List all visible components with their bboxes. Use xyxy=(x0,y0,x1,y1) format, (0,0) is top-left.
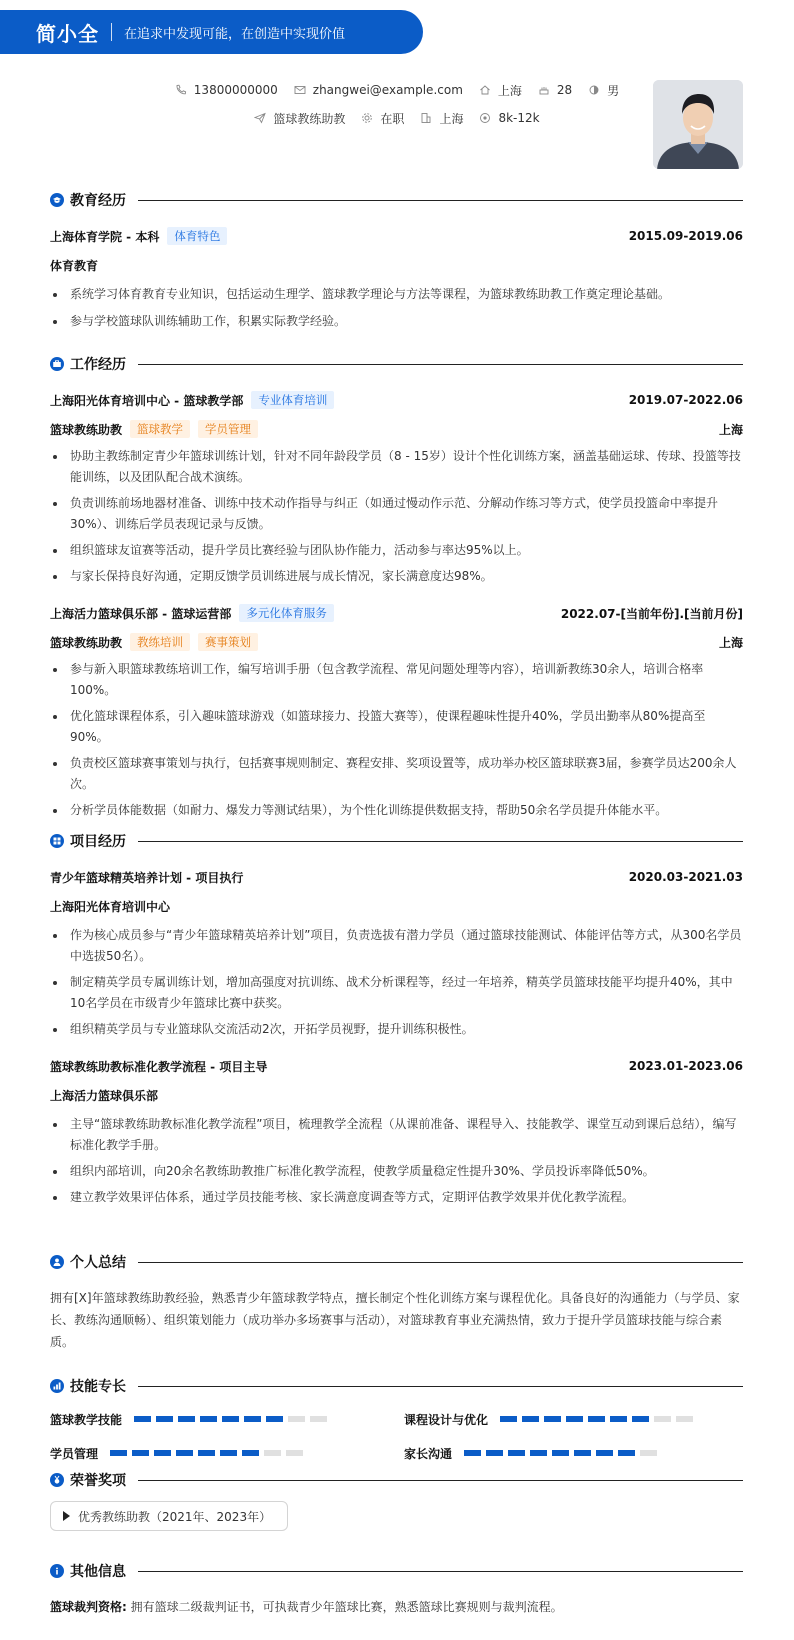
skill-level-filled xyxy=(464,1450,481,1456)
summary-title: 个人总结 xyxy=(70,1255,126,1271)
education-bullets xyxy=(50,284,743,332)
awards-section xyxy=(50,1469,743,1531)
coin-icon xyxy=(479,112,491,124)
work-entry-1 xyxy=(50,389,743,587)
project-entry-head xyxy=(50,866,743,888)
target-city-text: 上海 xyxy=(439,111,464,126)
work-role-left xyxy=(50,633,258,651)
age-text: 28 xyxy=(556,83,573,97)
work-role: 篮球教练助教 xyxy=(50,422,123,437)
salary-text: 8k-12k xyxy=(498,111,540,125)
skill-level-bar xyxy=(110,1450,308,1456)
work-date: 2019.07-2022.06 xyxy=(628,393,743,407)
skill-name: 学员管理 xyxy=(50,1446,99,1461)
section-divider xyxy=(138,1262,743,1263)
work-entry-left xyxy=(50,604,334,622)
project-entry-1 xyxy=(50,866,743,1040)
skill-item xyxy=(404,1408,743,1430)
work-role-tag: 学员管理 xyxy=(198,420,258,438)
info-icon xyxy=(50,1564,64,1578)
skills-grid xyxy=(50,1408,743,1464)
section-divider xyxy=(138,1480,743,1481)
name-banner xyxy=(0,10,423,54)
list-item: 组织篮球友谊赛等活动，提升学员比赛经验与团队协作能力，活动参与率达95%以上。 xyxy=(50,540,743,561)
skill-name: 家长沟通 xyxy=(404,1446,453,1461)
phone-icon xyxy=(175,84,187,96)
projects-section xyxy=(50,830,743,1208)
award-text: 优秀教练助教（2021年、2023年） xyxy=(78,1509,272,1524)
list-item: 负责训练前场地器材准备、训练中技术动作指导与纠正（如通过慢动作示范、分解动作练习等方式，使学员投篮命中率提升30%）、训练后学员表现记录与反馈。 xyxy=(50,493,743,535)
skill-level-filled xyxy=(244,1416,261,1422)
summary-header xyxy=(50,1251,743,1273)
education-school: 上海体育学院 - 本科 xyxy=(50,229,160,244)
work-entry-left xyxy=(50,391,334,409)
education-major-row xyxy=(50,254,743,276)
contact-job-target xyxy=(254,110,345,127)
skill-item xyxy=(50,1408,389,1430)
skill-level-filled xyxy=(176,1450,193,1456)
skill-item xyxy=(404,1442,743,1464)
skill-level-bar xyxy=(134,1416,332,1422)
other-section xyxy=(50,1560,743,1618)
work-role-row xyxy=(50,631,743,653)
work-section xyxy=(50,353,743,821)
work-role: 篮球教练助教 xyxy=(50,635,123,650)
awards-header xyxy=(50,1469,743,1491)
work-entry-head xyxy=(50,602,743,624)
skill-level-filled xyxy=(552,1450,569,1456)
mail-icon xyxy=(294,84,306,96)
skill-level-filled xyxy=(178,1416,195,1422)
triangle-right-icon xyxy=(63,1511,70,1521)
contact-target-city xyxy=(420,110,463,127)
phone-text: 13800000000 xyxy=(193,83,278,97)
skill-level-filled xyxy=(588,1416,605,1422)
send-icon xyxy=(254,112,266,124)
work-city: 上海 xyxy=(718,635,743,650)
user-icon xyxy=(50,1255,64,1269)
job-target-text: 篮球教练助教 xyxy=(273,111,346,126)
skill-level-filled xyxy=(618,1450,635,1456)
skill-level-empty xyxy=(676,1416,693,1422)
list-item: 制定精英学员专属训练计划，增加高强度对抗训练、战术分析课程等，经过一年培养，精英学员篮球技能平均提升40%，其中10名学员在市级青少年篮球比赛中获奖。 xyxy=(50,972,743,1014)
list-item: 作为核心成员参与“青少年篮球精英培养计划”项目，负责选拔有潜力学员（通过篮球技能测试、体能评估等方式，从300名学员中选拔50名）。 xyxy=(50,925,743,967)
skill-level-filled xyxy=(632,1416,649,1422)
list-item: 与家长保持良好沟通，定期反馈学员训练进展与成长情况，家长满意度达98%。 xyxy=(50,566,743,587)
skill-level-empty xyxy=(310,1416,327,1422)
project-entry-head xyxy=(50,1055,743,1077)
projects-title: 项目经历 xyxy=(70,834,126,850)
contact-gender xyxy=(588,82,619,99)
project-name: 青少年篮球精英培养计划 - 项目执行 xyxy=(50,870,244,885)
awards-title: 荣誉奖项 xyxy=(70,1473,126,1489)
profile-photo xyxy=(653,80,743,169)
grid-icon xyxy=(50,834,64,848)
education-entry-head xyxy=(50,225,743,247)
cake-icon xyxy=(538,84,550,96)
contact-salary xyxy=(479,111,539,125)
contact-phone xyxy=(175,83,278,97)
award-item xyxy=(50,1501,288,1531)
skill-level-empty xyxy=(288,1416,305,1422)
work-city: 上海 xyxy=(718,422,743,437)
skills-section xyxy=(50,1375,743,1464)
work-header xyxy=(50,353,743,375)
contact-age xyxy=(538,83,572,97)
skills-title: 技能专长 xyxy=(70,1379,126,1395)
contact-email xyxy=(294,83,463,97)
skill-name: 课程设计与优化 xyxy=(404,1412,489,1427)
skill-name: 篮球教学技能 xyxy=(50,1412,123,1427)
work-role-tag: 赛事策划 xyxy=(198,633,258,651)
work-company-tag: 多元化体育服务 xyxy=(239,604,334,622)
skill-level-filled xyxy=(220,1450,237,1456)
skill-level-filled xyxy=(242,1450,259,1456)
education-major: 体育教育 xyxy=(50,258,99,273)
education-entry-left xyxy=(50,227,227,245)
graduation-cap-icon xyxy=(50,193,64,207)
medal-icon xyxy=(50,1473,64,1487)
other-info-text: 拥有篮球二级裁判证书，可执裁青少年篮球比赛，熟悉篮球比赛规则与裁判流程。 xyxy=(130,1600,563,1614)
list-item: 负责校区篮球赛事策划与执行，包括赛事规则制定、赛程安排、奖项设置等，成功举办校区篮球联赛3届，参赛学员达200余人次。 xyxy=(50,753,743,795)
list-item: 协助主教练制定青少年篮球训练计划，针对不同年龄段学员（8 - 15岁）设计个性化训练方案，涵盖基础运球、传球、投篮等技能训练，以及团队配合战术演练。 xyxy=(50,446,743,488)
candidate-name: 简小全 xyxy=(36,21,99,46)
skill-level-filled xyxy=(544,1416,561,1422)
avatar-image xyxy=(653,80,743,169)
list-item: 参与新入职篮球教练培训工作，编写培训手册（包含教学流程、常见问题处理等内容），培训新教练30余人，培训合格率100%。 xyxy=(50,659,743,701)
work-role-tag: 篮球教学 xyxy=(130,420,190,438)
home-icon xyxy=(479,84,491,96)
skill-level-filled xyxy=(156,1416,173,1422)
skill-level-filled xyxy=(200,1416,217,1422)
contact-status xyxy=(361,110,404,127)
candidate-slogan: 在追求中发现可能，在创造中实现价值 xyxy=(124,26,346,42)
skill-level-filled xyxy=(486,1450,503,1456)
skill-level-filled xyxy=(132,1450,149,1456)
skill-level-filled xyxy=(566,1416,583,1422)
project-bullets xyxy=(50,925,743,1040)
skill-level-bar xyxy=(464,1450,662,1456)
city-text: 上海 xyxy=(497,83,522,98)
other-header xyxy=(50,1560,743,1582)
project-org: 上海活力篮球俱乐部 xyxy=(50,1088,159,1103)
status-text: 在职 xyxy=(380,111,405,126)
project-org-row xyxy=(50,895,743,917)
summary-text: 拥有[X]年篮球教练助教经验，熟悉青少年篮球教学特点，擅长制定个性化训练方案与课程优化。具备良好的沟通能力（与学员、家长、教练沟通顺畅）、组织策划能力（成功举办多场赛事与活动），对篮球教育事业充满热情，致力于提升学员篮球技能与综合素质。 xyxy=(50,1291,740,1349)
banner-divider xyxy=(111,23,112,41)
education-header xyxy=(50,189,743,211)
skills-header xyxy=(50,1375,743,1397)
work-title: 工作经历 xyxy=(70,357,126,373)
section-divider xyxy=(138,1571,743,1572)
projects-header xyxy=(50,830,743,852)
skill-level-filled xyxy=(596,1450,613,1456)
work-company-tag: 专业体育培训 xyxy=(251,391,334,409)
section-divider xyxy=(138,841,743,842)
skill-level-filled xyxy=(574,1450,591,1456)
project-name: 篮球教练助教标准化教学流程 - 项目主导 xyxy=(50,1059,268,1074)
list-item: 系统学习体育教育专业知识，包括运动生理学、篮球教学理论与方法等课程，为篮球教练助教工作奠定理论基础。 xyxy=(50,284,743,305)
work-entry-head xyxy=(50,389,743,411)
project-entry-2 xyxy=(50,1055,743,1208)
list-item: 优化篮球课程体系，引入趣味篮球游戏（如篮球接力、投篮大赛等），使课程趣味性提升40%，学员出勤率从80%提高至90%。 xyxy=(50,706,743,748)
education-date: 2015.09-2019.06 xyxy=(628,229,743,243)
education-tag: 体育特色 xyxy=(167,227,227,245)
education-entry xyxy=(50,225,743,332)
education-title: 教育经历 xyxy=(70,193,126,209)
section-divider xyxy=(138,200,743,201)
list-item: 建立教学效果评估体系，通过学员技能考核、家长满意度调查等方式，定期评估教学效果并优化教学流程。 xyxy=(50,1187,743,1208)
education-section xyxy=(50,189,743,332)
skill-level-filled xyxy=(530,1450,547,1456)
project-date: 2020.03-2021.03 xyxy=(628,870,743,884)
list-item: 组织内部培训，向20余名教练助教推广标准化教学流程，使教学质量稳定性提升30%、学员投诉率降低50%。 xyxy=(50,1161,743,1182)
summary-section xyxy=(50,1251,743,1353)
work-role-left xyxy=(50,420,258,438)
skill-level-filled xyxy=(610,1416,627,1422)
other-info-label: 篮球裁判资格: xyxy=(50,1600,127,1614)
list-item: 主导“篮球教练助教标准化教学流程”项目，梳理教学全流程（从课前准备、课程导入、技能教学、课堂互动到课后总结），编写标准化教学手册。 xyxy=(50,1114,743,1156)
skill-level-filled xyxy=(500,1416,517,1422)
skill-level-filled xyxy=(134,1416,151,1422)
work-date: 2022.07-[当前年份].[当前月份] xyxy=(560,606,743,621)
work-company: 上海阳光体育培训中心 - 篮球教学部 xyxy=(50,393,244,408)
skill-level-filled xyxy=(266,1416,283,1422)
skill-level-filled xyxy=(522,1416,539,1422)
list-item: 分析学员体能数据（如耐力、爆发力等测试结果），为个性化训练提供数据支持，帮助50余名学员提升体能水平。 xyxy=(50,800,743,821)
project-org: 上海阳光体育培训中心 xyxy=(50,899,171,914)
work-bullets xyxy=(50,446,743,587)
gender-icon xyxy=(588,84,600,96)
briefcase-icon xyxy=(50,357,64,371)
skill-level-empty xyxy=(640,1450,657,1456)
skill-level-filled xyxy=(110,1450,127,1456)
project-date: 2023.01-2023.06 xyxy=(628,1059,743,1073)
gender-text: 男 xyxy=(607,83,620,98)
list-item: 参与学校篮球队训练辅助工作，积累实际教学经验。 xyxy=(50,311,743,332)
skill-item xyxy=(50,1442,389,1464)
project-org-row xyxy=(50,1084,743,1106)
email-text: zhangwei@example.com xyxy=(312,83,463,97)
other-info xyxy=(50,1596,743,1618)
work-bullets xyxy=(50,659,743,821)
skill-level-filled xyxy=(154,1450,171,1456)
list-item: 组织精英学员与专业篮球队交流活动2次，开拓学员视野，提升训练积极性。 xyxy=(50,1019,743,1040)
skill-level-empty xyxy=(654,1416,671,1422)
project-bullets xyxy=(50,1114,743,1208)
building-icon xyxy=(420,112,432,124)
gear-icon xyxy=(361,112,373,124)
skill-level-filled xyxy=(508,1450,525,1456)
work-role-row xyxy=(50,418,743,440)
section-divider xyxy=(138,1386,743,1387)
skill-level-empty xyxy=(264,1450,281,1456)
other-title: 其他信息 xyxy=(70,1564,126,1580)
work-company: 上海活力篮球俱乐部 - 篮球运营部 xyxy=(50,606,232,621)
work-entry-2 xyxy=(50,602,743,821)
contact-city xyxy=(479,82,522,99)
skill-level-bar xyxy=(500,1416,698,1422)
section-divider xyxy=(138,364,743,365)
work-role-tag: 教练培训 xyxy=(130,633,190,651)
chart-icon xyxy=(50,1379,64,1393)
skill-level-filled xyxy=(222,1416,239,1422)
skill-level-filled xyxy=(198,1450,215,1456)
skill-level-empty xyxy=(286,1450,303,1456)
awards-list xyxy=(50,1501,743,1531)
